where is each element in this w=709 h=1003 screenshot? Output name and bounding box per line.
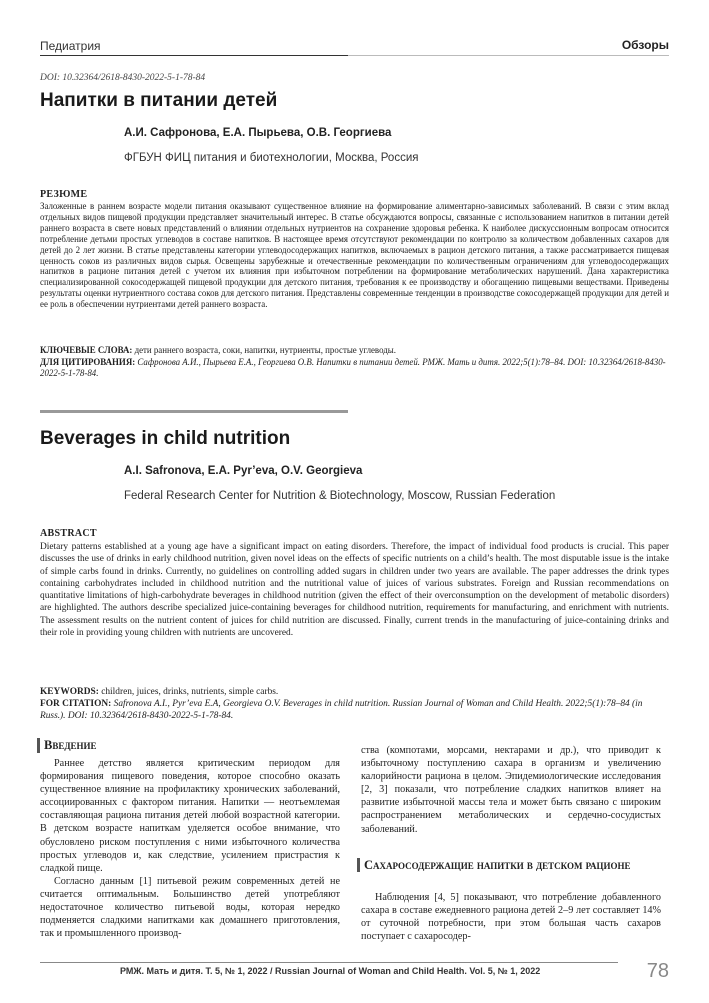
- intro-heading: Введение: [37, 738, 97, 753]
- intro-paragraph-2: Согласно данным [1] питьевой режим современных детей не считается оптимальным. Большинство детей употребляют недостаточное количество питьевой воды, которая нередко подменяется сладкими напитками как домашнего приготовления, так и промышленного производ-: [40, 876, 340, 940]
- rubric-label: Обзоры: [621, 38, 669, 52]
- en-abstract: Dietary patterns established at a young age have a significant impact on eating disorders. Therefore, the impact of individual food products is crucial. This paper discusses the use of drinks in early childhood nutrition, given novel ideas on the effects of specific nutrients on a child’s health. The most disputable issue is the intake of simple carbs found in drinks. Currently, no guidelines on controlling added sugars in children under two years are available. The paper addresses the drink types containing carbohydrates included in childhood nutrition and the nutritional value of juices of various substrates. Foreign and Russian recommendations on quantitative limitations of high-carbohydrate beverages in childhood nutrition (given the effect of their overconsumption on the development of metabolic disorders) are highlighted. The authors describe specialized juice-containing beverages for childhood nutrition, requirements for manufacturing, and enrichment with nutrients. The assessment results on the nutrient content of juices for child nutrition are discussed. Finally, current trends in the manufacturing of juice-containing drinks and their role in providing young children with nutrients are uncovered.: [40, 542, 669, 639]
- right-paragraph-2: Наблюдения [4, 5] показывают, что потребление добавленного сахара в составе ежедневного рациона детей 2–9 лет составляет 14% от суточной потребности, при этом большая часть сахаров поступает с сахаросодер-: [361, 892, 661, 943]
- ru-citation-label: ДЛЯ ЦИТИРОВАНИЯ:: [40, 357, 136, 367]
- ru-keywords: [40, 345, 669, 356]
- section-divider: [40, 410, 348, 413]
- ru-abstract: Заложенные в раннем возрасте модели питания оказывают существенное влияние на формирование алиментарно-зависимых заболеваний. В связи с этим вклад отдельных видов пищевой продукции представляет значительный интерес. В статье обсуждаются вопросы, связанные с использованием напитков в питании детей раннего возраста в свете новых представлений о влиянии отдельных нутриентов на сохранение здоровья ребенка. К наиболее дискуссионным вопросам относится потребление детьми простых углеводов в составе напитков. В настоящее время отсутствуют рекомендации по контролю за количеством добавленных сахаров для детей до 2 лет жизни. В статье представлены категории углеводосодержащих напитков, включаемых в рацион детского питания, а также рассматривается пищевая ценность соков из различных видов сырья. Освещены зарубежные и отечественные рекомендации по количественным ограничениям для углеводосодержащих напитков в рационе питания детей с учетом их влияния при избыточном потреблении на формирование метаболических нарушений. Дана характеристика специализированной сокосодержащей пищевой продукции для детского питания, требования к ее производству и обогащению пищевыми веществами. Приведены результаты оценки нутриентного состава соков для детского питания. Представлены современные тенденции в производстве сокосодержащей продукции для детей и ее роль в обеспечении нутриентами детей раннего возраста.: [40, 201, 669, 310]
- en-citation-label: FOR CITATION:: [40, 699, 112, 709]
- journal-footer: РМЖ. Мать и дитя. Т. 5, № 1, 2022 / Russian Journal of Woman and Child Health. Vol. 5, № 1, 2022: [120, 966, 541, 976]
- en-title: Beverages in child nutrition: [40, 428, 291, 449]
- en-citation-text: Safronova A.I., Pyr’eva E.A, Georgieva O.V. Beverages in child nutrition. Russian Journal of Woman and Child Health. 2022;5(1):78–84 (in Russ.). DOI: 10.32364/2618-8430-2022-5-1-78-84.: [40, 699, 643, 722]
- ru-keywords-label: КЛЮЧЕВЫЕ СЛОВА:: [40, 345, 133, 355]
- ru-keywords-text: дети раннего возраста, соки, напитки, нутриенты, простые углеводы.: [132, 345, 396, 355]
- en-citation: [40, 698, 669, 723]
- en-authors: A.I. Safronova, E.A. Pyr’eva, O.V. Georgieva: [124, 465, 363, 477]
- ru-citation-text: Сафронова А.И., Пырьева Е.А., Георгиева О.В. Напитки в питании детей. РМЖ. Мать и дитя. 2022;5(1):78–84. DOI: 10.32364/2618-8430-2022-5-1-78-84.: [40, 357, 666, 378]
- ru-citation: [40, 357, 669, 379]
- ru-abstract-heading: РЕЗЮМЕ: [40, 189, 88, 200]
- sugar-drinks-heading: Сахаросодержащие напитки в детском рационе: [357, 858, 654, 872]
- en-keywords: [40, 686, 669, 698]
- footer-rule: [40, 962, 618, 963]
- doi: DOI: 10.32364/2618-8430-2022-5-1-78-84: [40, 73, 206, 83]
- en-affiliation: Federal Research Center for Nutrition & Biotechnology, Moscow, Russian Federation: [124, 490, 556, 502]
- en-abstract-heading: ABSTRACT: [40, 528, 97, 539]
- en-keywords-text: children, juices, drinks, nutrients, simple carbs.: [98, 687, 279, 697]
- right-paragraph-1: ства (компотами, морсами, нектарами и др.), что приводит к избыточному поступлению сахара в организм и увеличению калорийности рациона в целом. Эпидемиологические исследования [2, 3] показали, что потребление сладких напитков влияет на развитие избыточной массы тела и может быть связано с широким распространением метаболических и сердечно-сосудистых заболеваний.: [361, 745, 661, 835]
- en-keywords-label: KEYWORDS:: [40, 687, 99, 697]
- intro-paragraph-1: Раннее детство является критическим периодом для формирования пищевого поведения, которое способно оказать существенное влияние на профилактику хронических заболеваний, ассоциированных с фактором питания. Напитки — неотъемлемая составляющая рациона питания детей любой возрастной категории. В детском возрасте напиткам уделяется особое внимание, что обусловлено риском поступления с ними избыточного количества простых углеводов и, как следствие, усилением пристрастия к сладкой пище.: [40, 758, 340, 874]
- header-rule-dark: [40, 55, 348, 56]
- ru-affiliation: ФГБУН ФИЦ питания и биотехнологии, Москва, Россия: [124, 152, 419, 164]
- ru-title: Напитки в питании детей: [40, 90, 278, 111]
- ru-authors: А.И. Сафронова, Е.А. Пырьева, О.В. Георгиева: [124, 127, 392, 139]
- page-number: 78: [646, 960, 669, 982]
- section-label: Педиатрия: [40, 39, 101, 53]
